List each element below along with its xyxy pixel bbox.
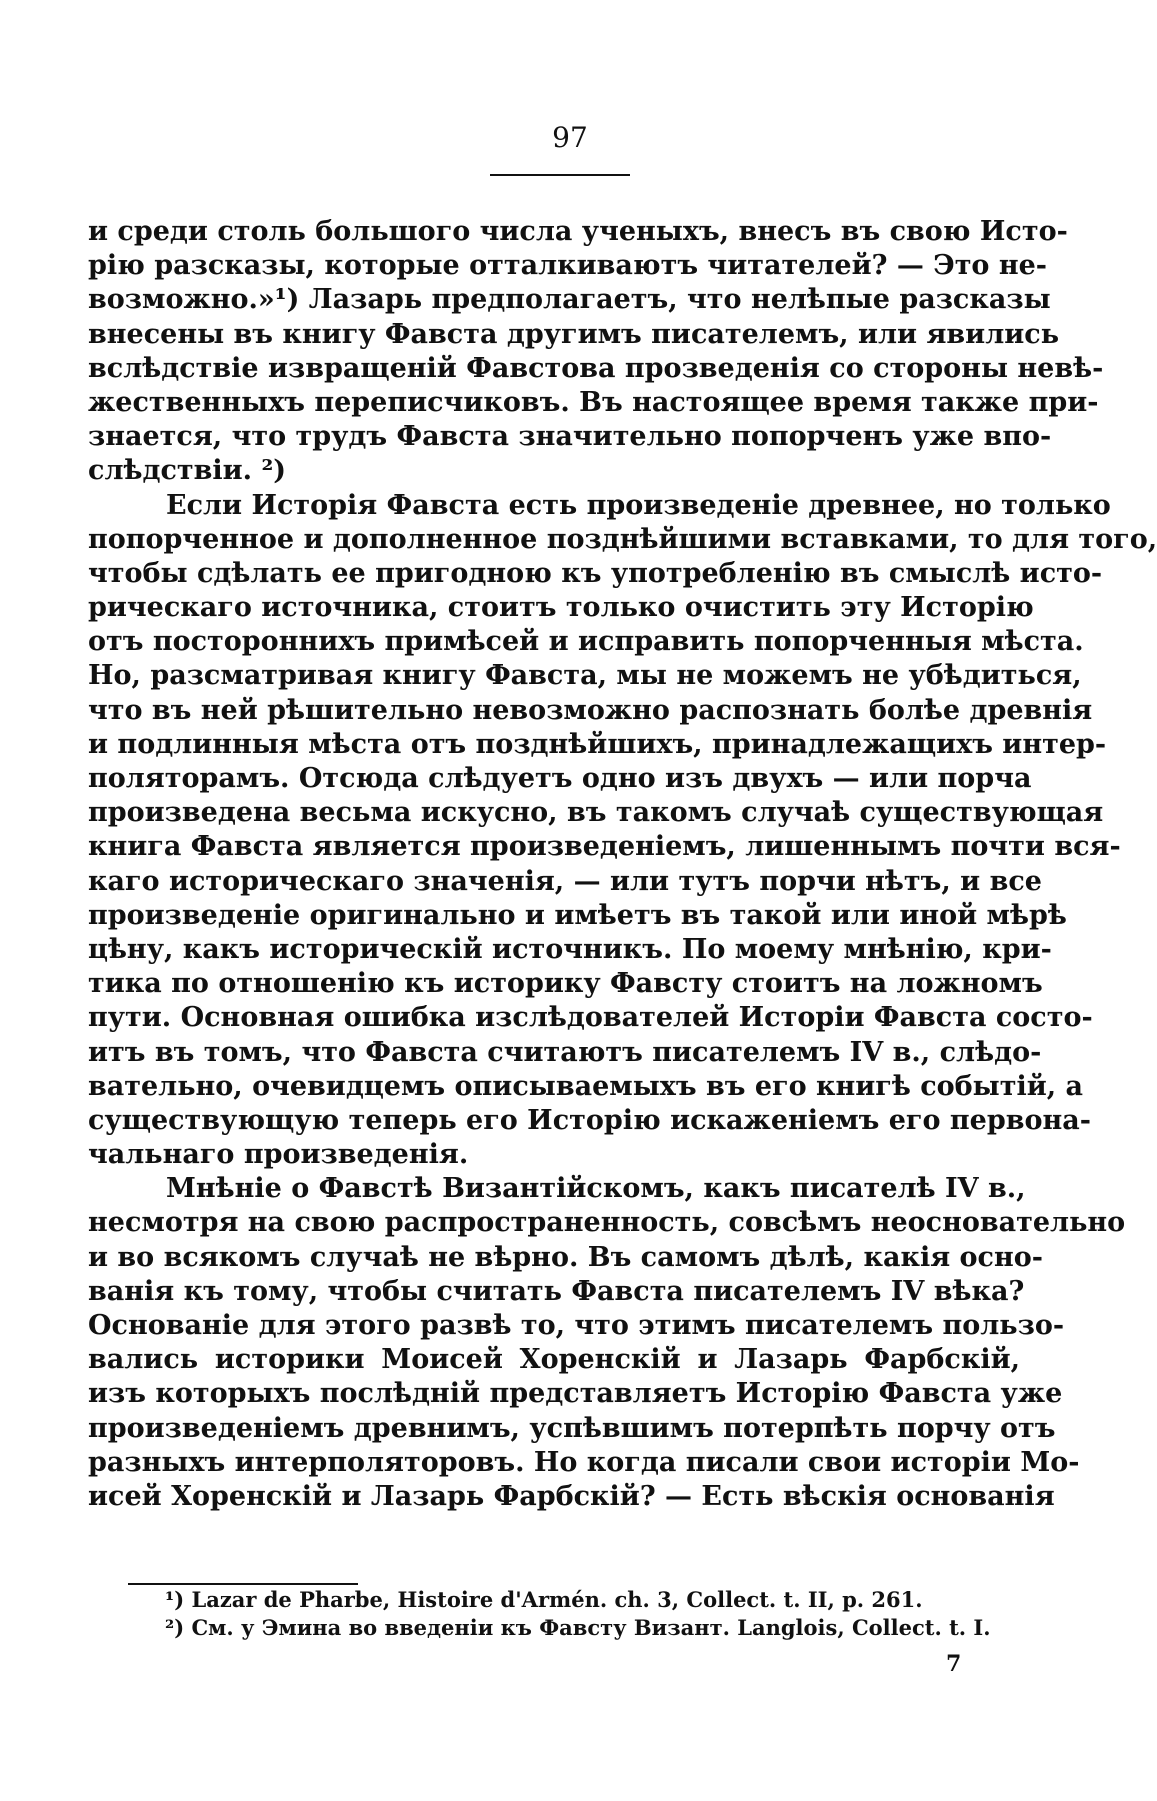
text-line: разныхъ интерполяторовъ. Но когда писали свои исторіи Мо- <box>88 1446 1080 1478</box>
text-line: поляторамъ. Отсюда слѣдуетъ одно изъ двухъ — или порча <box>88 763 1032 794</box>
text-line: жественныхъ переписчиковъ. Въ настоящее время также при- <box>88 386 1099 418</box>
text-line: внесены въ книгу Фавста другимъ писателемъ, или явились <box>88 318 1060 350</box>
text-line: Основаніе для этого развѣ то, что этимъ писателемъ пользо- <box>88 1310 1065 1341</box>
text-line: чтобы сдѣлать ее пригодною къ употребленію въ смыслѣ исто- <box>88 557 1103 589</box>
text-line: итъ въ томъ, что Фавста считаютъ писателемъ IV в., слѣдо- <box>88 1036 1042 1068</box>
text-line: вались историки Моисей Хоренскій и Лазарь Фарбскій, <box>88 1344 1020 1376</box>
text-line: рію разсказы, которые отталкиваютъ читателей? — Это не- <box>88 250 1047 282</box>
text-line: Мнѣніе о Фавстѣ Византійскомъ, какъ писателѣ IV в., <box>166 1173 1026 1205</box>
text-line: исей Хоренскій и Лазарь Фарбскій? — Есть вѣскія основанія <box>88 1480 1055 1512</box>
text-line: чальнаго произведенія. <box>88 1139 469 1171</box>
text-line: произведена весьма искусно, въ такомъ случаѣ существующая <box>88 797 1104 829</box>
text-line: отъ постороннихъ примѣсей и исправить попорченныя мѣста. <box>88 626 1084 658</box>
footnote-rule <box>128 1583 358 1585</box>
text-line: Но, разсматривая книгу Фавста, мы не можемъ не убѣдиться, <box>88 660 1082 692</box>
text-line: вслѣдствіе извращеній Фавстова прозведенія со стороны невѣ- <box>88 352 1104 384</box>
text-line: несмотря на свою распространенность, совсѣмъ неосновательно <box>88 1207 1126 1239</box>
text-line: и во всякомъ случаѣ не вѣрно. Въ самомъ дѣлѣ, какія осно- <box>88 1241 1043 1273</box>
footnote-1: ¹) Lazar de Pharbe, Histoire d'Armén. ch. 3, Collect. t. II, p. 261. <box>165 1587 923 1612</box>
page-number: 97 <box>552 121 588 154</box>
text-line: каго историческаго значенія, — или тутъ порчи нѣтъ, и все <box>88 865 1042 897</box>
text-line: произведеніе оригинально и имѣетъ въ такой или иной мѣрѣ <box>88 899 1067 931</box>
text-line: и среди столь большого числа ученыхъ, внесъ въ свою Исто- <box>88 216 1068 247</box>
text-line: и подлинныя мѣста отъ позднѣйшихъ, принадлежащихъ интер- <box>88 728 1107 760</box>
text-line: возможно.»¹) Лазарь предполагаетъ, что нелѣпые разсказы <box>88 284 1051 316</box>
text-line: что въ ней рѣшительно невозможно распознать болѣе древнія <box>88 694 1093 726</box>
body-text <box>88 215 1157 1514</box>
text-line: попорченное и дополненное позднѣйшими вставками, то для того, <box>88 523 1157 555</box>
text-line: цѣну, какъ историческій источникъ. По моему мнѣнію, кри- <box>88 933 1052 965</box>
footnote-2: ²) См. у Эмина во введеніи къ Фавсту Визант. Langlois, Collect. t. I. <box>165 1615 991 1640</box>
footnotes <box>165 1586 1025 1642</box>
text-line: слѣдствіи. ²) <box>88 455 287 487</box>
page-header <box>0 118 1140 158</box>
text-line: Если Исторія Фавста есть произведеніе древнее, но только <box>166 489 1111 521</box>
text-line: произведеніемъ древнимъ, успѣвшимъ потерпѣть порчу отъ <box>88 1412 1056 1444</box>
text-line: вательно, очевидцемъ описываемыхъ въ его книгѣ событій, а <box>88 1070 1084 1102</box>
signature-mark: 7 <box>946 1651 962 1677</box>
text-line: рическаго источника, стоитъ только очистить эту Исторію <box>88 592 1034 624</box>
text-line: ванія къ тому, чтобы считать Фавста писателемъ IV вѣка? <box>88 1275 1025 1307</box>
text-line: существующую теперь его Исторію искаженіемъ его первона- <box>88 1104 1091 1136</box>
text-line: изъ которыхъ послѣдній представляетъ Исторію Фавста уже <box>88 1378 1063 1410</box>
header-rule <box>490 174 630 176</box>
text-line: книга Фавста является произведеніемъ, лишеннымъ почти вся- <box>88 831 1121 863</box>
text-line: пути. Основная ошибка изслѣдователей Исторіи Фавста состо- <box>88 1002 1093 1034</box>
text-line: тика по отношенію къ историку Фавсту стоитъ на ложномъ <box>88 968 1043 1000</box>
text-line: знается, что трудъ Фавста значительно попорченъ уже впо- <box>88 421 1052 453</box>
